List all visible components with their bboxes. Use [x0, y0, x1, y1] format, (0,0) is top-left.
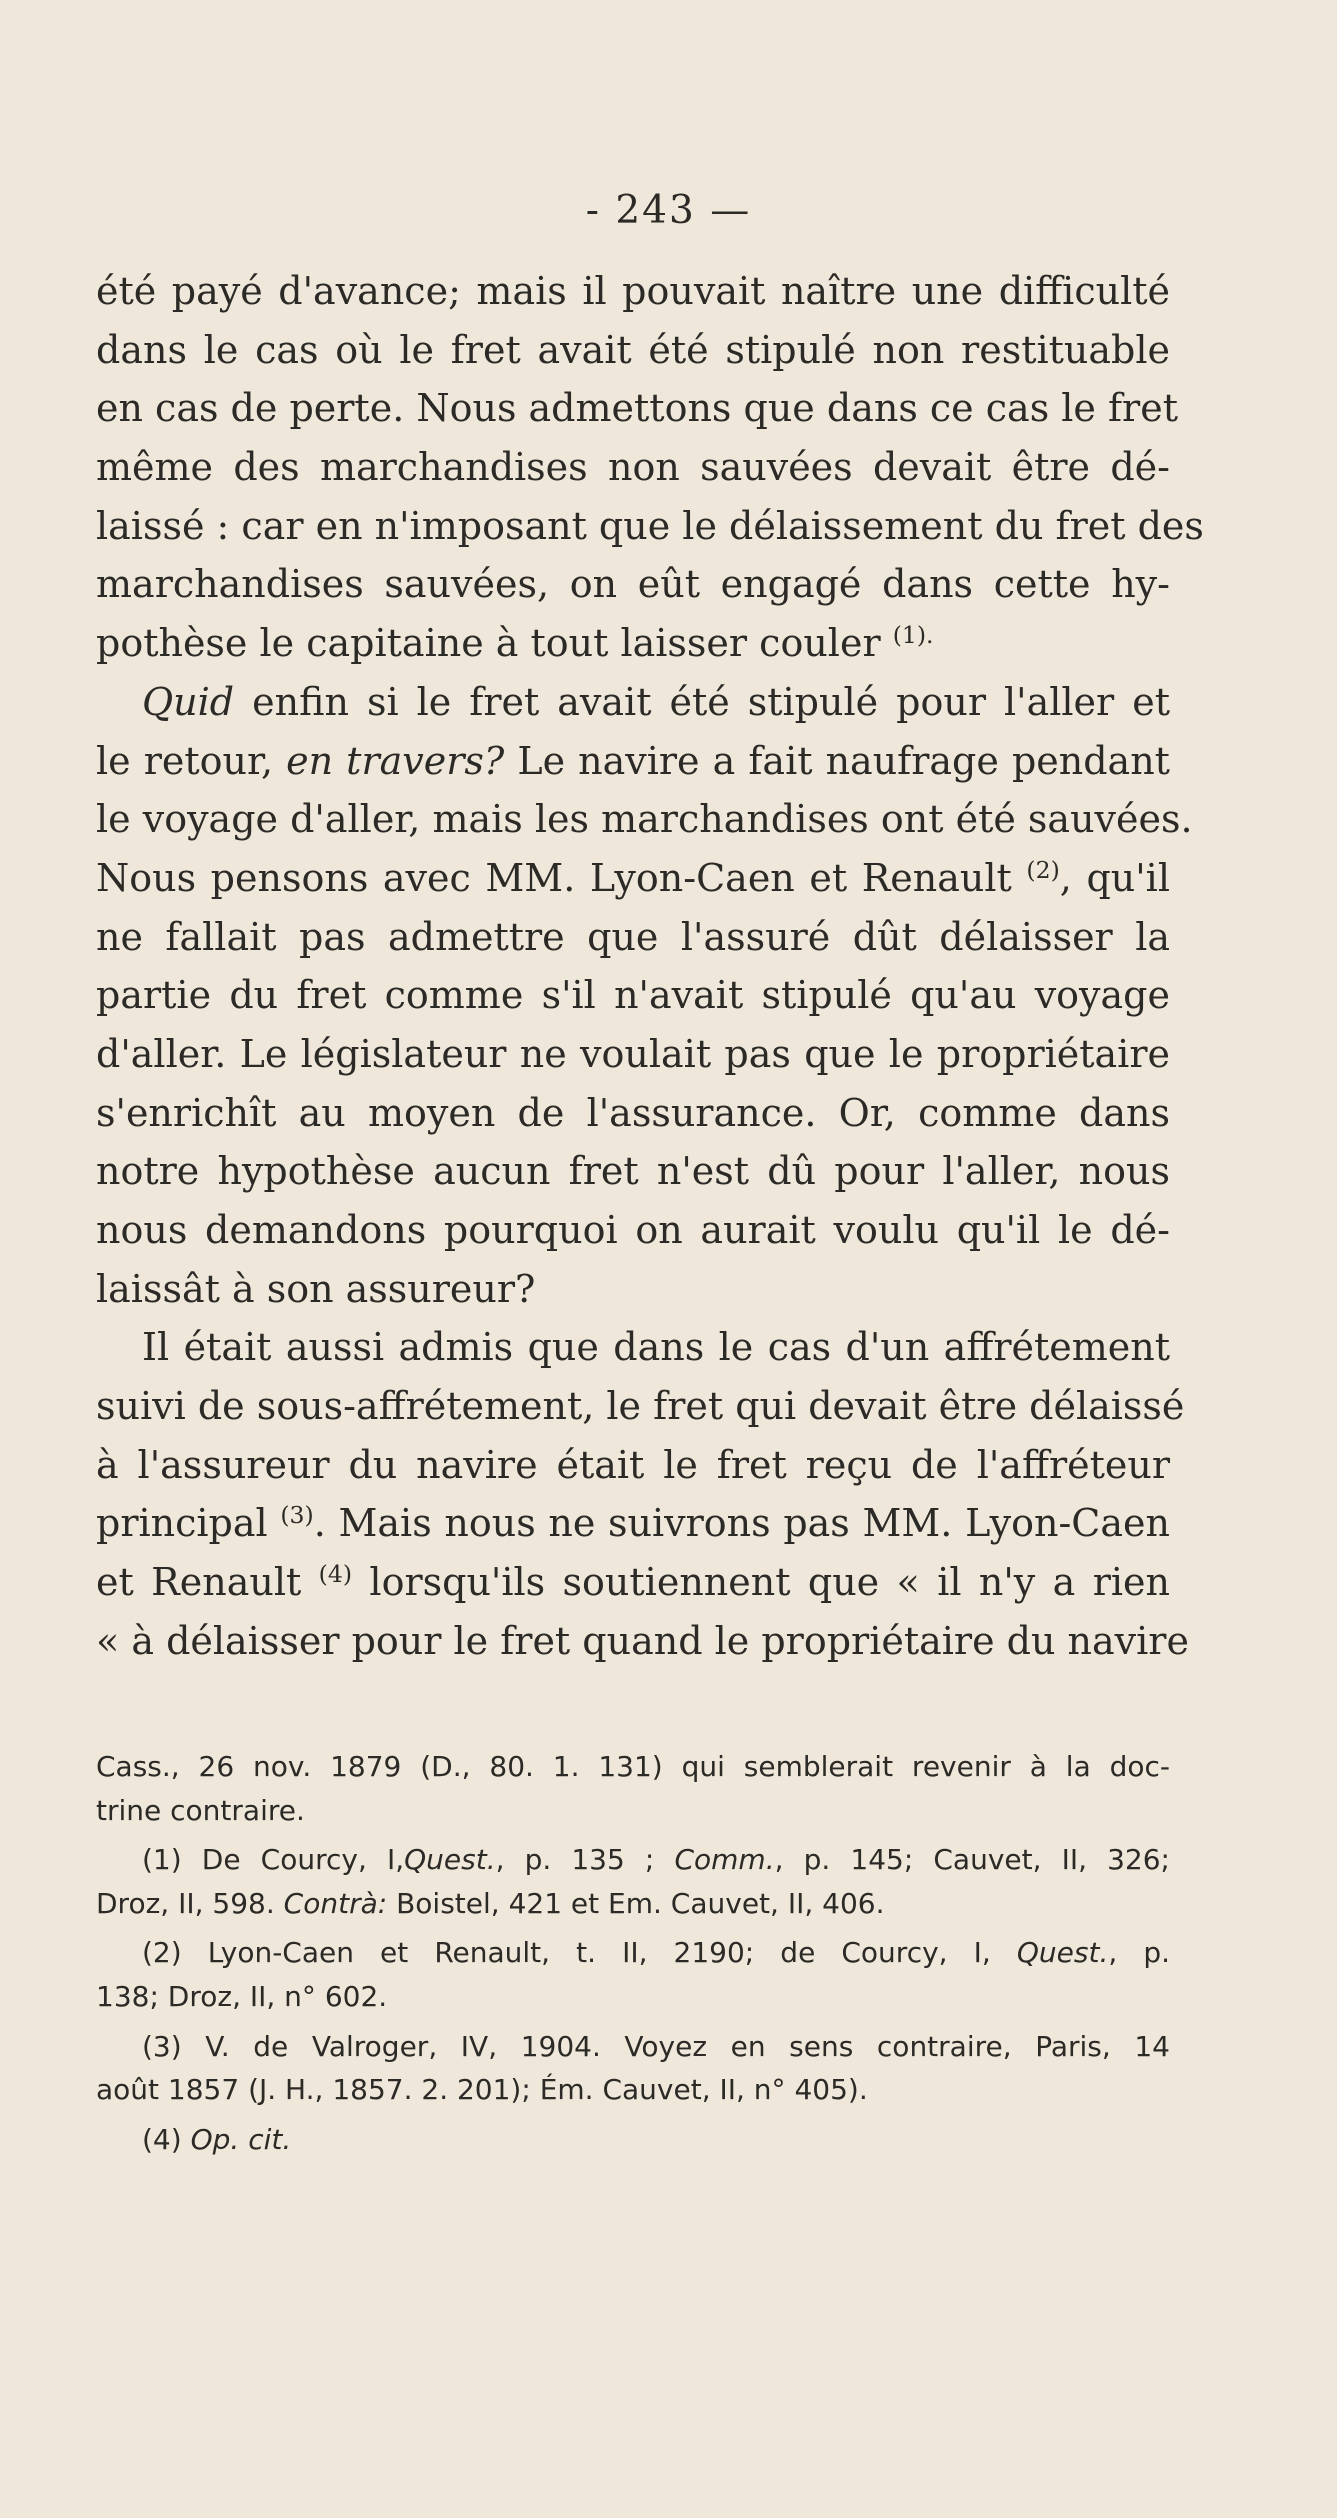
- text-run: Cass., 26 nov. 1879 (D., 80. 1. 131) qui semblerait revenir à la doc-: [96, 1750, 1170, 1783]
- text-run: ne fallait pas admettre que l'assuré dût délaisser la: [96, 914, 1170, 959]
- text-run: (2) Lyon-Caen et Renault, t. II, 2190; de Courcy, I,: [142, 1936, 991, 1970]
- footnote-line: [96, 1838, 1170, 1882]
- text-line: [96, 321, 1170, 380]
- text-run: , qu'il: [1059, 855, 1170, 900]
- text-run: s'enrichît au moyen de l'assurance. Or, comme dans: [96, 1090, 1170, 1135]
- text-run: d'aller. Le législateur ne voulait pas que le propriétaire: [96, 1031, 1170, 1076]
- text-line: [96, 1025, 1170, 1084]
- text-run: laissé : car en n'imposant que le délaissement du fret des: [96, 503, 1204, 548]
- text-line: [96, 790, 1193, 849]
- text-line: [96, 966, 1170, 1025]
- text-line: [96, 438, 1170, 497]
- text-run: 138; Droz, II, n° 602.: [96, 1979, 388, 2013]
- main-text: [96, 262, 1204, 1671]
- text-run: « à délaisser pour le fret quand le propriétaire du navire: [96, 1618, 1189, 1663]
- text-run: Nous pensons avec MM. Lyon-Caen et Renault: [96, 855, 1012, 900]
- text-run: suivi de sous-affrétement, le fret qui devait être délaissé: [96, 1384, 1185, 1429]
- text-line: [96, 379, 1178, 438]
- text-run: laissât à son assureur?: [96, 1266, 536, 1311]
- text-line: [96, 1201, 1170, 1260]
- italic-run: Quid: [142, 679, 235, 724]
- text-run: (1) De Courcy, I,: [142, 1843, 405, 1877]
- footnote-line: [96, 1745, 1170, 1789]
- text-run: à l'assureur du navire était le fret reçu de l'affréteur: [96, 1442, 1170, 1487]
- text-run: nous demandons pourquoi on aurait voulu qu'il le dé-: [96, 1208, 1170, 1252]
- page-number: - 243 —: [585, 188, 752, 233]
- text-run: (4): [142, 2122, 182, 2156]
- text-run: , p. 135 ;: [495, 1843, 655, 1877]
- text-run: (3) V. de Valroger, IV, 1904. Voyez en sens contraire, Paris, 14: [142, 2029, 1170, 2063]
- footnote-ref: (2): [1026, 855, 1060, 884]
- text-run: le voyage d'aller, mais les marchandises ont été sauvées.: [96, 797, 1193, 842]
- footnotes: [96, 1745, 1170, 2161]
- text-line: [96, 1612, 1189, 1671]
- text-run: partie du fret comme s'il n'avait stipulé qu'au voyage: [96, 973, 1170, 1018]
- text-run: Le navire a fait naufrage pendant: [517, 738, 1170, 783]
- text-run: août 1857 (J. H., 1857. 2. 201); Ém. Cauvet, II, n° 405).: [96, 2073, 868, 2107]
- text-line: [96, 908, 1170, 967]
- italic-run: en travers?: [286, 738, 505, 783]
- text-line: [96, 1142, 1170, 1201]
- text-run: même des marchandises non sauvées devait être dé-: [96, 445, 1170, 490]
- italic-run: Op. cit.: [190, 2122, 292, 2156]
- text-run: marchandises sauvées, on eût engagé dans cette hy-: [96, 562, 1170, 607]
- text-run: , p.: [1108, 1936, 1170, 1970]
- text-line: [96, 614, 1170, 673]
- footnote-line: [96, 1975, 1170, 2019]
- footnote-ref: (4): [318, 1560, 353, 1589]
- text-line: [96, 1494, 1170, 1553]
- text-run: dans le cas où le fret avait été stipulé non restituable: [96, 327, 1170, 372]
- footnote-ref: (3): [280, 1501, 314, 1530]
- text-line: [96, 497, 1204, 556]
- text-line: [96, 262, 1170, 321]
- text-run: . Mais nous ne suivrons pas MM. Lyon-Caen: [313, 1501, 1170, 1546]
- italic-run: Quest.: [404, 1843, 496, 1877]
- text-run: notre hypothèse aucun fret n'est dû pour l'aller, nous: [96, 1149, 1170, 1194]
- text-run: lorsqu'ils soutiennent que « il n'y a rien: [369, 1560, 1170, 1605]
- footnote-line: [96, 2068, 1170, 2112]
- footnote-line: [96, 2118, 1170, 2162]
- text-run: Droz, II, 598.: [96, 1886, 275, 1920]
- text-run: en cas de perte. Nous admettons que dans ce cas le fret: [96, 386, 1178, 431]
- text-line: [96, 1436, 1170, 1495]
- text-line: [96, 555, 1170, 614]
- text-line: [96, 1084, 1170, 1143]
- text-run: trine contraire.: [96, 1793, 305, 1827]
- text-line: [96, 1318, 1170, 1377]
- text-line: [96, 849, 1170, 908]
- text-line: [96, 673, 1170, 732]
- text-line: [96, 1260, 1170, 1319]
- text-run: été payé d'avance; mais il pouvait naître une difficulté: [96, 269, 1170, 313]
- text-run: Il était aussi admis que dans le cas d'un affrétement: [142, 1325, 1170, 1370]
- text-run: , p. 145; Cauvet, II, 326;: [774, 1843, 1170, 1877]
- text-run: Boistel, 421 et Em. Cauvet, II, 406.: [396, 1886, 885, 1920]
- text-run: pothèse le capitaine à tout laisser couler: [96, 621, 881, 666]
- text-run: et Renault: [96, 1560, 302, 1605]
- italic-run: Quest.: [1016, 1936, 1109, 1970]
- text-line: [96, 732, 1170, 791]
- footnote-line: [96, 2025, 1170, 2069]
- footnote-line: [96, 1931, 1170, 1975]
- text-run: principal: [96, 1501, 268, 1546]
- italic-run: Contrà:: [283, 1886, 388, 1920]
- text-line: [96, 1377, 1185, 1436]
- text-line: [96, 1553, 1170, 1612]
- text-run: enfin si le fret avait été stipulé pour l'aller et: [252, 679, 1170, 724]
- footnote-line: [96, 1789, 1170, 1833]
- footnote-ref: (1).: [892, 621, 934, 650]
- footnote-line: [96, 1882, 1170, 1926]
- text-run: le retour,: [96, 738, 274, 783]
- italic-run: Comm.: [674, 1843, 775, 1877]
